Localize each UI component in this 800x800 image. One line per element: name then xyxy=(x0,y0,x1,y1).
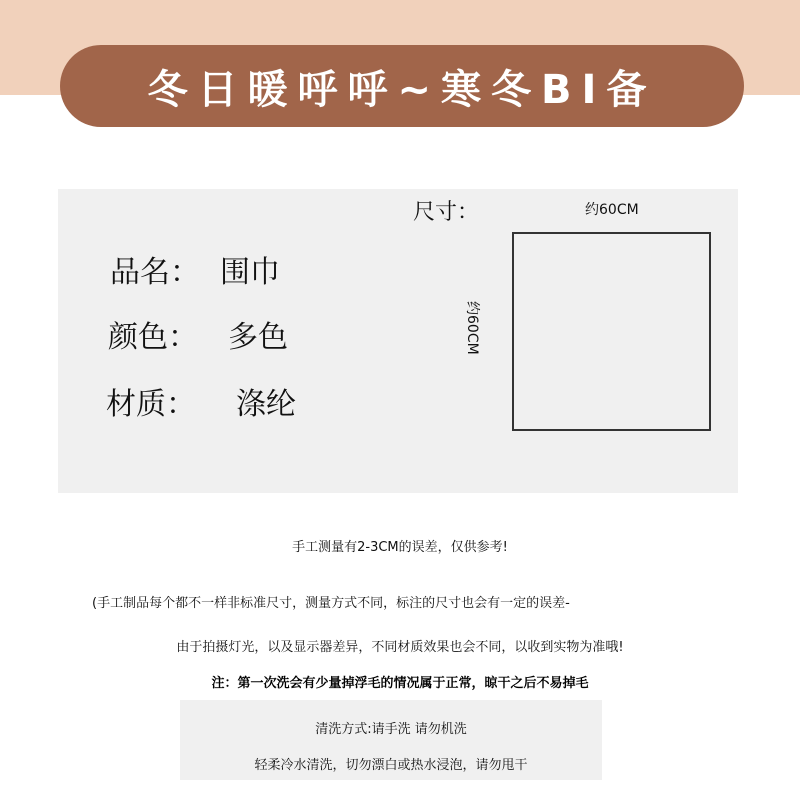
spec-row-name xyxy=(110,247,280,291)
product-info-panel xyxy=(58,189,738,493)
width-dimension: 约60CM xyxy=(585,202,639,218)
care-instructions: 轻柔冷水清洗，切勿漂白或热水浸泡，请勿甩干 xyxy=(254,758,528,773)
lighting-note: 由于拍摄灯光，以及显示器差异，不同材质效果也会不同，以收到实物为准哦! xyxy=(176,640,624,655)
scarf-size-diagram xyxy=(512,232,711,431)
material-value: 涤纶 xyxy=(236,387,296,422)
color-label: 颜色： xyxy=(108,320,198,355)
size-label: 尺寸： xyxy=(413,200,480,225)
name-label: 品名： xyxy=(110,255,200,290)
name-value: 围巾 xyxy=(220,255,280,290)
measure-error-note: 手工测量有2-3CM的误差，仅供参考! xyxy=(292,540,508,555)
color-value: 多色 xyxy=(228,320,288,355)
care-method: 清洗方式:请手洗 请勿机洗 xyxy=(315,722,467,737)
washing-warning: 注：第一次洗会有少量掉浮毛的情况属于正常，晾干之后不易掉毛 xyxy=(211,676,589,691)
page-title: 冬日暖呼呼~寒冬BI备 xyxy=(147,66,657,113)
spec-row-material xyxy=(106,379,296,423)
handmade-note: (手工制品每个都不一样非标准尺寸，测量方式不同，标注的尺寸也会有一定的误差- xyxy=(92,596,570,611)
material-label: 材质： xyxy=(106,387,196,422)
spec-row-color xyxy=(108,312,288,356)
care-instructions-panel xyxy=(180,700,602,780)
title-banner xyxy=(60,45,744,127)
height-dimension: 约60CM xyxy=(464,301,480,355)
